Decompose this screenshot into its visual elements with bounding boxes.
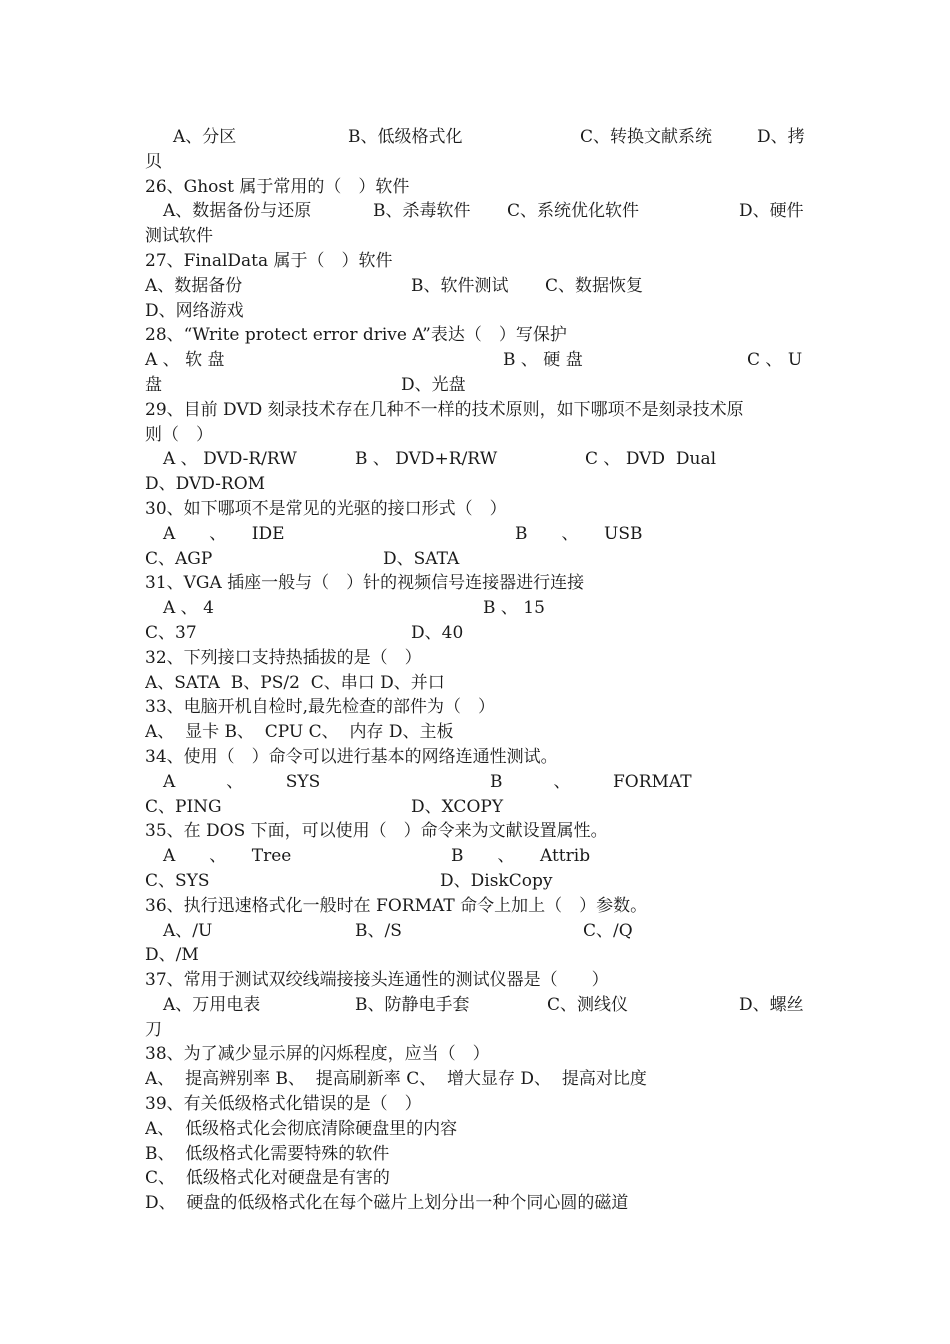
option-a: A、数据备份与还原	[163, 201, 312, 222]
q26-options	[145, 199, 810, 224]
question-28: 28、“Write protect error drive A”表达（ ）写保护	[145, 325, 567, 346]
option-a: A、分区	[173, 127, 237, 147]
option-d: D、SATA	[383, 548, 460, 569]
q30-options-cont	[145, 547, 810, 572]
option-b: B 、 DVD+R/RW	[355, 449, 498, 470]
q29-options	[145, 447, 810, 472]
q28-options	[145, 348, 810, 373]
q39-option-a: A、 低级格式化会彻底清除硬盘里的内容	[145, 1118, 458, 1139]
q35-options-cont	[145, 869, 810, 894]
q34-options-cont	[145, 795, 810, 820]
question-35: 35、在 DOS 下面，可以使用（ ）命令来为文献设置属性。	[145, 821, 608, 842]
option-a: A 、 DVD-R/RW	[163, 449, 297, 470]
question-list	[145, 125, 810, 1216]
option-a: A 、 软 盘	[145, 350, 225, 371]
option-b: B、低级格式化	[348, 127, 463, 147]
q39-option-d: D、 硬盘的低级格式化在每个磁片上划分出一种个同心圆的磁道	[145, 1193, 629, 1214]
option-c: C 、 DVD Dual	[585, 449, 717, 470]
option-b: B、软件测试	[411, 275, 509, 296]
option-c: C、数据恢复	[545, 275, 644, 296]
question-38: 38、为了减少显示屏的闪烁程度，应当（ ）	[145, 1044, 490, 1065]
q30-options	[145, 522, 810, 547]
option-c: C、/Q	[583, 920, 633, 941]
option-b: B、/S	[355, 920, 402, 941]
option-c: C、SYS	[145, 870, 210, 891]
option-c: C、37	[145, 622, 197, 643]
option-c: C、测线仪	[547, 994, 629, 1015]
q32-options: A、SATA B、PS/2 C、串口 D、并口	[145, 672, 445, 693]
option-b: B、防静电手套	[355, 994, 470, 1015]
q34-options	[145, 770, 810, 795]
q39-option-c: C、 低级格式化对硬盘是有害的	[145, 1168, 390, 1189]
q25-options	[145, 125, 810, 150]
question-39: 39、有关低级格式化错误的是（ ）	[145, 1094, 422, 1115]
option-a: A 、 SYS	[163, 771, 321, 792]
question-30: 30、如下哪项不是常见的光驱的接口形式（ ）	[145, 498, 507, 519]
q37-options	[145, 993, 810, 1018]
question-32: 32、下列接口支持热插拔的是（ ）	[145, 647, 422, 668]
option-d: D、螺丝	[739, 994, 804, 1015]
option-b: B 、 Attrib	[451, 846, 591, 867]
q31-options	[145, 596, 810, 621]
text-line: 测试软件	[145, 226, 213, 247]
q27-options	[145, 274, 810, 299]
option-d: D、拷	[757, 127, 805, 147]
q39-option-b: B、 低级格式化需要特殊的软件	[145, 1143, 390, 1164]
option-b: B 、 USB	[515, 523, 643, 544]
option-a: A 、 Tree	[163, 846, 292, 867]
question-29: 29、目前 DVD 刻录技术存在几种不一样的技术原则，如下哪项不是刻录技术原	[145, 399, 744, 420]
option-c: C 、 U	[747, 350, 803, 371]
question-33: 33、电脑开机自检时,最先检查的部件为（ ）	[145, 697, 496, 718]
option-d: D、DiskCopy	[440, 870, 553, 891]
q36-options	[145, 919, 810, 944]
option-d: D、硬件	[739, 201, 804, 222]
option-b: B 、 15	[483, 598, 545, 619]
option-a: A 、 IDE	[163, 523, 285, 544]
option-c: C、系统优化软件	[507, 201, 640, 222]
question-27: 27、FinalData 属于（ ）软件	[145, 250, 393, 271]
option-a: A、数据备份	[145, 275, 243, 296]
q35-options	[145, 844, 810, 869]
option-d: D、/M	[145, 945, 199, 966]
q31-options-cont	[145, 621, 810, 646]
question-34: 34、使用（ ）命令可以进行基本的网络连通性测试。	[145, 746, 558, 767]
option-d: D、XCOPY	[411, 796, 504, 817]
question-37: 37、常用于测试双绞线端接接头连通性的测试仪器是（ ）	[145, 970, 609, 991]
text-line: 刀	[145, 1019, 162, 1040]
option-b: B、杀毒软件	[373, 201, 471, 222]
text-line: 贝	[145, 151, 162, 172]
option-d: D、40	[411, 622, 464, 643]
q28-options-cont	[145, 373, 810, 398]
text-line: 则（ ）	[145, 424, 213, 445]
option-d: D、网络游戏	[145, 300, 244, 321]
option-c: C、AGP	[145, 548, 213, 569]
option-b: B 、 硬 盘	[503, 350, 583, 371]
text-line: 盘	[145, 374, 162, 395]
question-36: 36、执行迅速格式化一般时在 FORMAT 命令上加上（ ）参数。	[145, 895, 648, 916]
question-26: 26、Ghost 属于常用的（ ）软件	[145, 176, 410, 197]
option-a: A 、 4	[163, 598, 214, 619]
option-c: C、PING	[145, 796, 222, 817]
q38-options: A、 提高辨别率 B、 提高刷新率 C、 增大显存 D、 提高对比度	[145, 1069, 647, 1090]
option-a: A、/U	[163, 920, 213, 941]
option-b: B 、 FORMAT	[490, 771, 692, 792]
question-31: 31、VGA 插座一般与（ ）针的视频信号连接器进行连接	[145, 573, 585, 594]
option-c: C、转换文献系统	[580, 127, 713, 147]
option-d: D、光盘	[401, 374, 466, 395]
q33-options: A、 显卡 B、 CPU C、 内存 D、主板	[145, 722, 454, 743]
option-d: D、DVD-ROM	[145, 474, 266, 495]
option-a: A、万用电表	[163, 994, 261, 1015]
